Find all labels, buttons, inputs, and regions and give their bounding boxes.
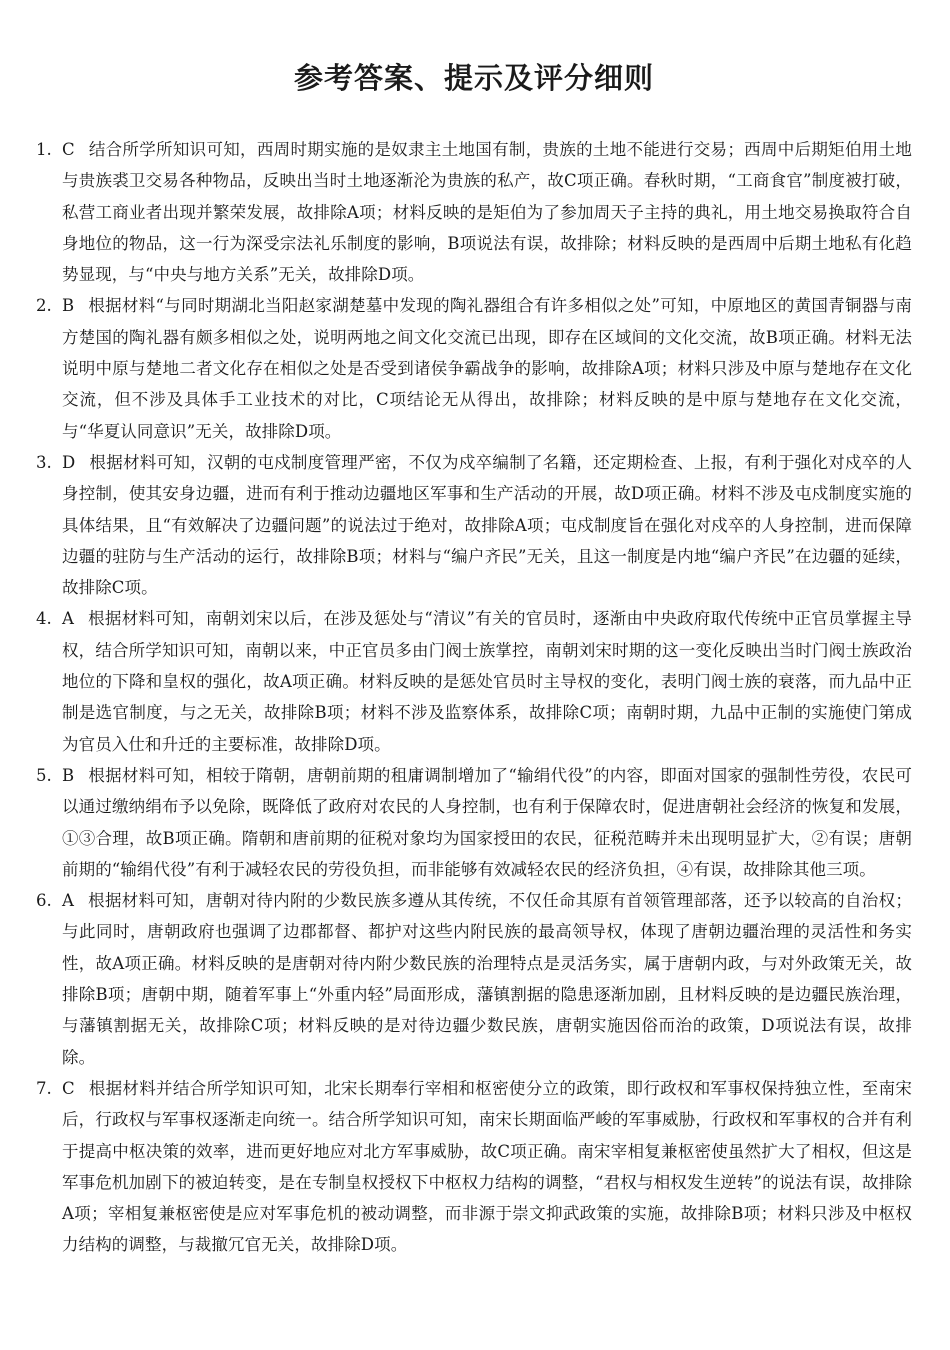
answer-item-6 — [36, 885, 912, 1073]
answer-number: 7. — [36, 1078, 52, 1098]
answer-item-3 — [36, 447, 912, 603]
answer-key: A — [62, 891, 74, 911]
answer-explanation: 根据材料可知，汉朝的屯戍制度管理严密，不仅为戍卒编制了名籍，还定期检查、上报，有利于强化对戍卒的人身控制，使其安身边疆，进而有利于推动边疆地区军事和生产活动的开展，故D项正确。材料不涉及屯戍制度实施的具体结果，且“有效解决了边疆问题”的说法过于绝对，故排除A项；屯戍制度旨在强化对戍卒的人身控制，进而保障边疆的驻防与生产活动的运行，故排除B项；材料与“编户齐民”无关，且这一制度是内地“编户齐民”在边疆的延续，故排除C项。 — [62, 452, 912, 598]
answer-item-5 — [36, 760, 912, 885]
answer-key: B — [62, 765, 75, 785]
answer-number: 4. — [36, 609, 52, 629]
answer-number: 2. — [36, 296, 52, 316]
page-title: 参考答案、提示及评分细则 — [293, 61, 654, 95]
answer-explanation: 根据材料并结合所学知识可知，北宋长期奉行宰相和枢密使分立的政策，即行政权和军事权保持独立性，至南宋后，行政权与军事权逐渐走向统一。结合所学知识可知，南宋长期面临严峻的军事威胁，行政权和军事权的合并有利于提高中枢决策的效率，进而更好地应对北方军事威胁，故C项正确。南宋宰相复兼枢密使虽然扩大了相权，但这是军事危机加剧下的被迫转变，是在专制皇权授权下中枢权力结构的调整，“君权与相权发生逆转”的说法有误，故排除A项；宰相复兼枢密使是应对军事危机的被动调整，而非源于崇文抑武政策的实施，故排除B项；材料只涉及中枢权力结构的调整，与裁撤冗官无关，故排除D项。 — [62, 1078, 912, 1255]
answer-number: 1. — [36, 140, 52, 159]
answer-key: C — [62, 1078, 75, 1098]
answer-explanation: 根据材料可知，唐朝对待内附的少数民族多遵从其传统，不仅任命其原有首领管理部落，还予以较高的自治权；与此同时，唐朝政府也强调了边郡都督、都护对这些内附民族的最高领导权，体现了唐朝边疆治理的灵活性和务实性，故A项正确。材料反映的是唐朝对待内附少数民族的治理特点是灵活务实，属于唐朝内政，与对外政策无关，故排除B项；唐朝中期，随着军事上“外重内轻”局面形成，藩镇割据的隐患逐渐加剧，且材料反映的是边疆民族治理，与藩镇割据无关，故排除C项；材料反映的是对待边疆少数民族，唐朝实施因俗而治的政策，D项说法有误，故排除。 — [62, 891, 912, 1067]
answer-item-1 — [36, 134, 912, 290]
answer-key: C — [62, 140, 75, 159]
answer-key: A — [62, 609, 74, 629]
answer-explanation: 结合所学所知识可知，西周时期实施的是奴隶主土地国有制，贵族的土地不能进行交易；西周中后期矩伯用土地与贵族裘卫交易各种物品，反映出当时土地逐渐沦为贵族的私产，故C项正确。春秋时期，“工商食官”制度被打破，私营工商业者出现并繁荣发展，故排除A项；材料反映的是矩伯为了参加周天子主持的典礼，用土地交易换取符合自身地位的物品，这一行为深受宗法礼乐制度的影响，B项说法有误，故排除；材料反映的是西周中后期土地私有化趋势显现，与“中央与地方关系”无关，故排除D项。 — [62, 140, 912, 285]
answer-list — [36, 134, 912, 1261]
answer-explanation: 根据材料可知，南朝刘宋以后，在涉及惩处与“清议”有关的官员时，逐渐由中央政府取代传统中正官员掌握主导权，结合所学知识可知，南朝以来，中正官员多由门阀士族掌控，南朝刘宋时期的这一变化反映出当时门阀士族政治地位的下降和皇权的强化，故A项正确。材料反映的是惩处官员时主导权的变化，表明门阀士族的衰落，而九品中正制是选官制度，与之无关，故排除B项；材料不涉及监察体系，故排除C项；南朝时期，九品中正制的实施使门第成为官员入仕和升迁的主要标准，故排除D项。 — [62, 609, 912, 754]
answer-number: 5. — [36, 765, 52, 785]
answer-key: B — [62, 296, 75, 316]
answer-number: 6. — [36, 891, 52, 911]
answer-item-7 — [36, 1073, 912, 1261]
answer-explanation: 根据材料可知，相较于隋朝，唐朝前期的租庸调制增加了“输绢代役”的内容，即面对国家的强制性劳役，农民可以通过缴纳绢布予以免除，既降低了政府对农民的人身控制，也有利于保障农时，促进唐朝社会经济的恢复和发展，①③合理，故B项正确。隋朝和唐前期的征税对象均为国家授田的农民，征税范畴并未出现明显扩大，②有误；唐朝前期的“输绢代役”有利于减轻农民的劳役负担，而非能够有效减轻农民的经济负担，④有误，故排除其他三项。 — [62, 765, 912, 879]
answer-number: 3. — [36, 452, 52, 472]
answer-item-2 — [36, 290, 912, 446]
answer-key: D — [62, 452, 76, 472]
answer-item-4 — [36, 603, 912, 759]
answer-explanation: 根据材料“与同时期湖北当阳赵家湖楚墓中发现的陶礼器组合有许多相似之处”可知，中原地区的黄国青铜器与南方楚国的陶礼器有颇多相似之处，说明两地之间文化交流已出现，即存在区域间的文化交流，故B项正确。材料无法说明中原与楚地二者文化存在相似之处是否受到诸侯争霸战争的影响，故排除A项；材料只涉及中原与楚地存在文化交流，但不涉及具体手工业技术的对比，C项结论无从得出，故排除；材料反映的是中原与楚地存在文化交流，与“华夏认同意识”无关，故排除D项。 — [62, 296, 912, 441]
